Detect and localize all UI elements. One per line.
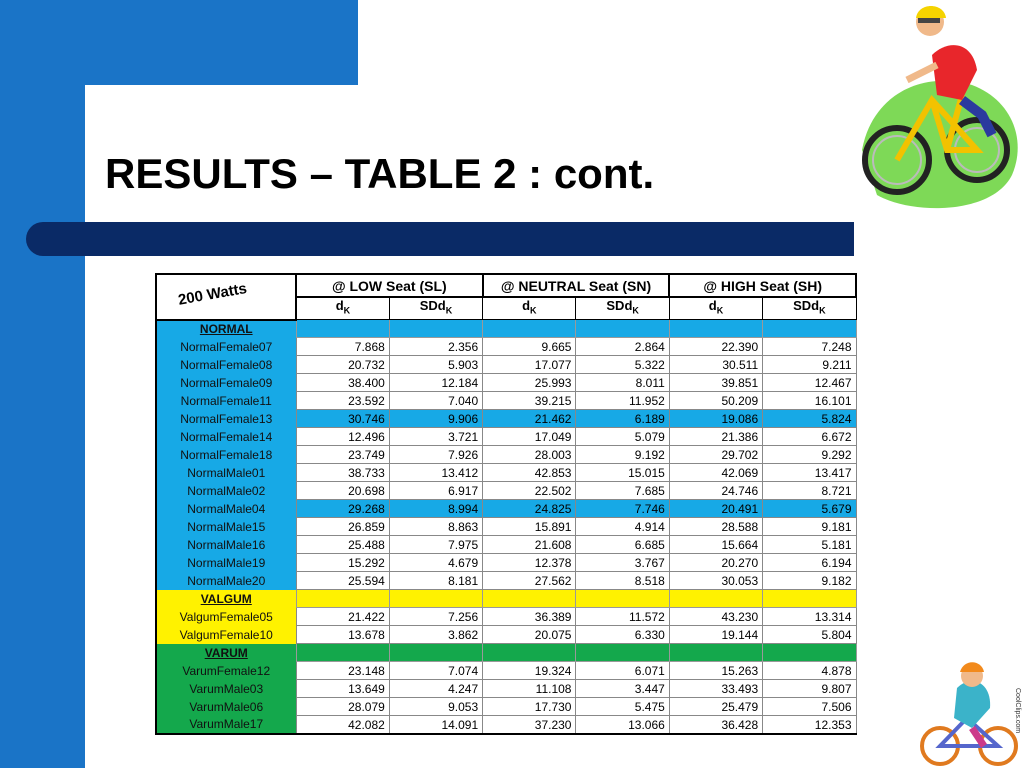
section-band-cell xyxy=(576,320,669,338)
value-cell: 9.292 xyxy=(763,446,856,464)
value-cell: 25.993 xyxy=(483,374,576,392)
value-cell: 13.412 xyxy=(389,464,482,482)
value-cell: 20.698 xyxy=(296,482,389,500)
section-header-row xyxy=(156,320,856,338)
table-row xyxy=(156,446,856,464)
value-cell: 33.493 xyxy=(669,680,762,698)
value-cell: 20.732 xyxy=(296,356,389,374)
section-name: VALGUM xyxy=(156,590,296,608)
row-label: NormalMale04 xyxy=(156,500,296,518)
value-cell: 7.256 xyxy=(389,608,482,626)
table-row xyxy=(156,428,856,446)
value-cell: 9.211 xyxy=(763,356,856,374)
row-label: NormalMale16 xyxy=(156,536,296,554)
value-cell: 9.181 xyxy=(763,518,856,536)
value-cell: 5.903 xyxy=(389,356,482,374)
value-cell: 15.891 xyxy=(483,518,576,536)
value-cell: 25.594 xyxy=(296,572,389,590)
row-label: ValgumFemale05 xyxy=(156,608,296,626)
table-row xyxy=(156,482,856,500)
row-label: NormalFemale11 xyxy=(156,392,296,410)
slide-title: RESULTS – TABLE 2 : cont. xyxy=(105,150,655,197)
value-cell: 38.400 xyxy=(296,374,389,392)
value-cell: 28.079 xyxy=(296,698,389,716)
value-cell: 7.926 xyxy=(389,446,482,464)
value-cell: 22.390 xyxy=(669,338,762,356)
value-cell: 21.422 xyxy=(296,608,389,626)
row-label: NormalFemale14 xyxy=(156,428,296,446)
value-cell: 7.248 xyxy=(763,338,856,356)
section-band-cell xyxy=(763,590,856,608)
value-cell: 5.475 xyxy=(576,698,669,716)
value-cell: 5.079 xyxy=(576,428,669,446)
value-cell: 11.108 xyxy=(483,680,576,698)
value-cell: 11.952 xyxy=(576,392,669,410)
row-label: ValgumFemale10 xyxy=(156,626,296,644)
value-cell: 4.247 xyxy=(389,680,482,698)
group-header-low: @ LOW Seat (SL) xyxy=(296,274,483,297)
value-cell: 7.040 xyxy=(389,392,482,410)
value-cell: 23.592 xyxy=(296,392,389,410)
value-cell: 12.378 xyxy=(483,554,576,572)
value-cell: 7.868 xyxy=(296,338,389,356)
sub-header-dk xyxy=(296,297,389,320)
sub-header-subscript: K xyxy=(632,305,639,316)
value-cell: 27.562 xyxy=(483,572,576,590)
value-cell: 15.015 xyxy=(576,464,669,482)
value-cell: 29.702 xyxy=(669,446,762,464)
row-label: NormalMale02 xyxy=(156,482,296,500)
sub-header-main: SDd xyxy=(419,298,446,314)
value-cell: 25.488 xyxy=(296,536,389,554)
section-band-cell xyxy=(576,644,669,662)
value-cell: 17.730 xyxy=(483,698,576,716)
value-cell: 19.324 xyxy=(483,662,576,680)
value-cell: 17.049 xyxy=(483,428,576,446)
table-row xyxy=(156,608,856,626)
value-cell: 5.804 xyxy=(763,626,856,644)
value-cell: 29.268 xyxy=(296,500,389,518)
value-cell: 38.733 xyxy=(296,464,389,482)
table-corner-cell xyxy=(156,274,296,320)
value-cell: 7.506 xyxy=(763,698,856,716)
value-cell: 12.496 xyxy=(296,428,389,446)
row-label: NormalMale01 xyxy=(156,464,296,482)
power-label: 200 Watts xyxy=(176,279,249,309)
table-row xyxy=(156,536,856,554)
table-row xyxy=(156,356,856,374)
value-cell: 19.086 xyxy=(669,410,762,428)
table-row xyxy=(156,716,856,735)
section-band-cell xyxy=(296,590,389,608)
value-cell: 16.101 xyxy=(763,392,856,410)
value-cell: 11.572 xyxy=(576,608,669,626)
row-label: NormalFemale07 xyxy=(156,338,296,356)
row-label: NormalFemale09 xyxy=(156,374,296,392)
value-cell: 3.721 xyxy=(389,428,482,446)
value-cell: 6.194 xyxy=(763,554,856,572)
value-cell: 3.767 xyxy=(576,554,669,572)
section-band-cell xyxy=(763,644,856,662)
group-header-neutral: @ NEUTRAL Seat (SN) xyxy=(483,274,670,297)
value-cell: 9.807 xyxy=(763,680,856,698)
value-cell: 9.182 xyxy=(763,572,856,590)
value-cell: 42.069 xyxy=(669,464,762,482)
value-cell: 24.746 xyxy=(669,482,762,500)
group-header-row xyxy=(156,274,856,297)
value-cell: 13.314 xyxy=(763,608,856,626)
value-cell: 28.003 xyxy=(483,446,576,464)
sub-header-main: SDd xyxy=(606,298,633,314)
value-cell: 13.417 xyxy=(763,464,856,482)
value-cell: 13.066 xyxy=(576,716,669,735)
section-band-cell xyxy=(483,590,576,608)
value-cell: 50.209 xyxy=(669,392,762,410)
value-cell: 19.144 xyxy=(669,626,762,644)
value-cell: 6.189 xyxy=(576,410,669,428)
row-label: VarumMale03 xyxy=(156,680,296,698)
table-row xyxy=(156,626,856,644)
value-cell: 5.322 xyxy=(576,356,669,374)
table-row xyxy=(156,518,856,536)
value-cell: 8.518 xyxy=(576,572,669,590)
row-label: NormalFemale08 xyxy=(156,356,296,374)
section-band-cell xyxy=(669,644,762,662)
section-band-cell xyxy=(669,590,762,608)
value-cell: 9.053 xyxy=(389,698,482,716)
blue-top-band xyxy=(0,0,358,85)
value-cell: 15.292 xyxy=(296,554,389,572)
row-label: VarumMale06 xyxy=(156,698,296,716)
row-label: VarumMale17 xyxy=(156,716,296,735)
value-cell: 12.467 xyxy=(763,374,856,392)
sub-header-sddk xyxy=(389,297,482,320)
watermark-text: CoolClips.com xyxy=(1014,688,1021,734)
table-row xyxy=(156,500,856,518)
value-cell: 2.864 xyxy=(576,338,669,356)
value-cell: 8.181 xyxy=(389,572,482,590)
value-cell: 30.746 xyxy=(296,410,389,428)
value-cell: 13.649 xyxy=(296,680,389,698)
sub-header-subscript: K xyxy=(819,305,826,316)
title-underline-bar xyxy=(26,222,854,256)
value-cell: 3.862 xyxy=(389,626,482,644)
section-header-row xyxy=(156,644,856,662)
sub-header-subscript: K xyxy=(445,305,453,316)
value-cell: 30.053 xyxy=(669,572,762,590)
value-cell: 7.975 xyxy=(389,536,482,554)
value-cell: 6.917 xyxy=(389,482,482,500)
table-row xyxy=(156,680,856,698)
value-cell: 4.914 xyxy=(576,518,669,536)
table-row xyxy=(156,338,856,356)
sub-header-subscript: K xyxy=(716,305,724,316)
value-cell: 21.608 xyxy=(483,536,576,554)
section-band-cell xyxy=(389,320,482,338)
table-body xyxy=(156,320,856,735)
value-cell: 39.851 xyxy=(669,374,762,392)
value-cell: 28.588 xyxy=(669,518,762,536)
value-cell: 23.749 xyxy=(296,446,389,464)
section-band-cell xyxy=(296,644,389,662)
value-cell: 5.824 xyxy=(763,410,856,428)
value-cell: 12.184 xyxy=(389,374,482,392)
group-header-high: @ HIGH Seat (SH) xyxy=(669,274,856,297)
section-band-cell xyxy=(483,644,576,662)
value-cell: 22.502 xyxy=(483,482,576,500)
row-label: NormalMale19 xyxy=(156,554,296,572)
value-cell: 24.825 xyxy=(483,500,576,518)
value-cell: 5.181 xyxy=(763,536,856,554)
table-row xyxy=(156,374,856,392)
blue-side-band xyxy=(0,0,85,768)
value-cell: 8.863 xyxy=(389,518,482,536)
small-cyclist-clipart-icon xyxy=(912,658,1024,768)
value-cell: 6.672 xyxy=(763,428,856,446)
sub-header-sddk xyxy=(576,297,669,320)
section-band-cell xyxy=(296,320,389,338)
value-cell: 6.330 xyxy=(576,626,669,644)
value-cell: 13.678 xyxy=(296,626,389,644)
results-table-container xyxy=(155,273,857,735)
value-cell: 21.386 xyxy=(669,428,762,446)
value-cell: 5.679 xyxy=(763,500,856,518)
section-band-cell xyxy=(576,590,669,608)
row-label: NormalMale15 xyxy=(156,518,296,536)
value-cell: 20.270 xyxy=(669,554,762,572)
value-cell: 43.230 xyxy=(669,608,762,626)
value-cell: 12.353 xyxy=(763,716,856,735)
value-cell: 4.679 xyxy=(389,554,482,572)
value-cell: 8.994 xyxy=(389,500,482,518)
sub-header-main: SDd xyxy=(793,298,820,314)
value-cell: 17.077 xyxy=(483,356,576,374)
table-row xyxy=(156,410,856,428)
row-label: NormalFemale13 xyxy=(156,410,296,428)
value-cell: 14.091 xyxy=(389,716,482,735)
value-cell: 20.491 xyxy=(669,500,762,518)
value-cell: 21.462 xyxy=(483,410,576,428)
value-cell: 42.082 xyxy=(296,716,389,735)
cyclist-clipart-icon xyxy=(852,0,1024,215)
value-cell: 39.215 xyxy=(483,392,576,410)
value-cell: 6.071 xyxy=(576,662,669,680)
value-cell: 36.389 xyxy=(483,608,576,626)
sub-header-subscript: K xyxy=(343,305,351,316)
table-row xyxy=(156,572,856,590)
table-row xyxy=(156,464,856,482)
value-cell: 20.075 xyxy=(483,626,576,644)
sub-header-dk xyxy=(483,297,576,320)
value-cell: 15.664 xyxy=(669,536,762,554)
value-cell: 23.148 xyxy=(296,662,389,680)
section-band-cell xyxy=(669,320,762,338)
section-band-cell xyxy=(763,320,856,338)
value-cell: 25.479 xyxy=(669,698,762,716)
value-cell: 36.428 xyxy=(669,716,762,735)
value-cell: 9.192 xyxy=(576,446,669,464)
value-cell: 4.878 xyxy=(763,662,856,680)
row-label: NormalFemale18 xyxy=(156,446,296,464)
section-band-cell xyxy=(389,644,482,662)
sub-header-sddk xyxy=(763,297,856,320)
sub-header-main: d xyxy=(522,298,531,314)
section-band-cell xyxy=(389,590,482,608)
table-row xyxy=(156,392,856,410)
value-cell: 8.721 xyxy=(763,482,856,500)
section-header-row xyxy=(156,590,856,608)
section-name: NORMAL xyxy=(156,320,296,338)
value-cell: 9.665 xyxy=(483,338,576,356)
value-cell: 8.011 xyxy=(576,374,669,392)
table-row xyxy=(156,554,856,572)
content-corner xyxy=(85,85,125,125)
sub-header-subscript: K xyxy=(530,305,537,316)
value-cell: 26.859 xyxy=(296,518,389,536)
section-band-cell xyxy=(483,320,576,338)
sub-header-main: d xyxy=(335,298,344,314)
value-cell: 2.356 xyxy=(389,338,482,356)
table-row xyxy=(156,698,856,716)
value-cell: 15.263 xyxy=(669,662,762,680)
section-name: VARUM xyxy=(156,644,296,662)
value-cell: 9.906 xyxy=(389,410,482,428)
value-cell: 7.074 xyxy=(389,662,482,680)
row-label: NormalMale20 xyxy=(156,572,296,590)
value-cell: 37.230 xyxy=(483,716,576,735)
results-table xyxy=(155,273,857,735)
sub-header-main: d xyxy=(708,298,717,314)
value-cell: 30.511 xyxy=(669,356,762,374)
table-row xyxy=(156,662,856,680)
value-cell: 3.447 xyxy=(576,680,669,698)
value-cell: 42.853 xyxy=(483,464,576,482)
value-cell: 7.685 xyxy=(576,482,669,500)
sub-header-dk xyxy=(669,297,762,320)
value-cell: 6.685 xyxy=(576,536,669,554)
value-cell: 7.746 xyxy=(576,500,669,518)
row-label: VarumFemale12 xyxy=(156,662,296,680)
